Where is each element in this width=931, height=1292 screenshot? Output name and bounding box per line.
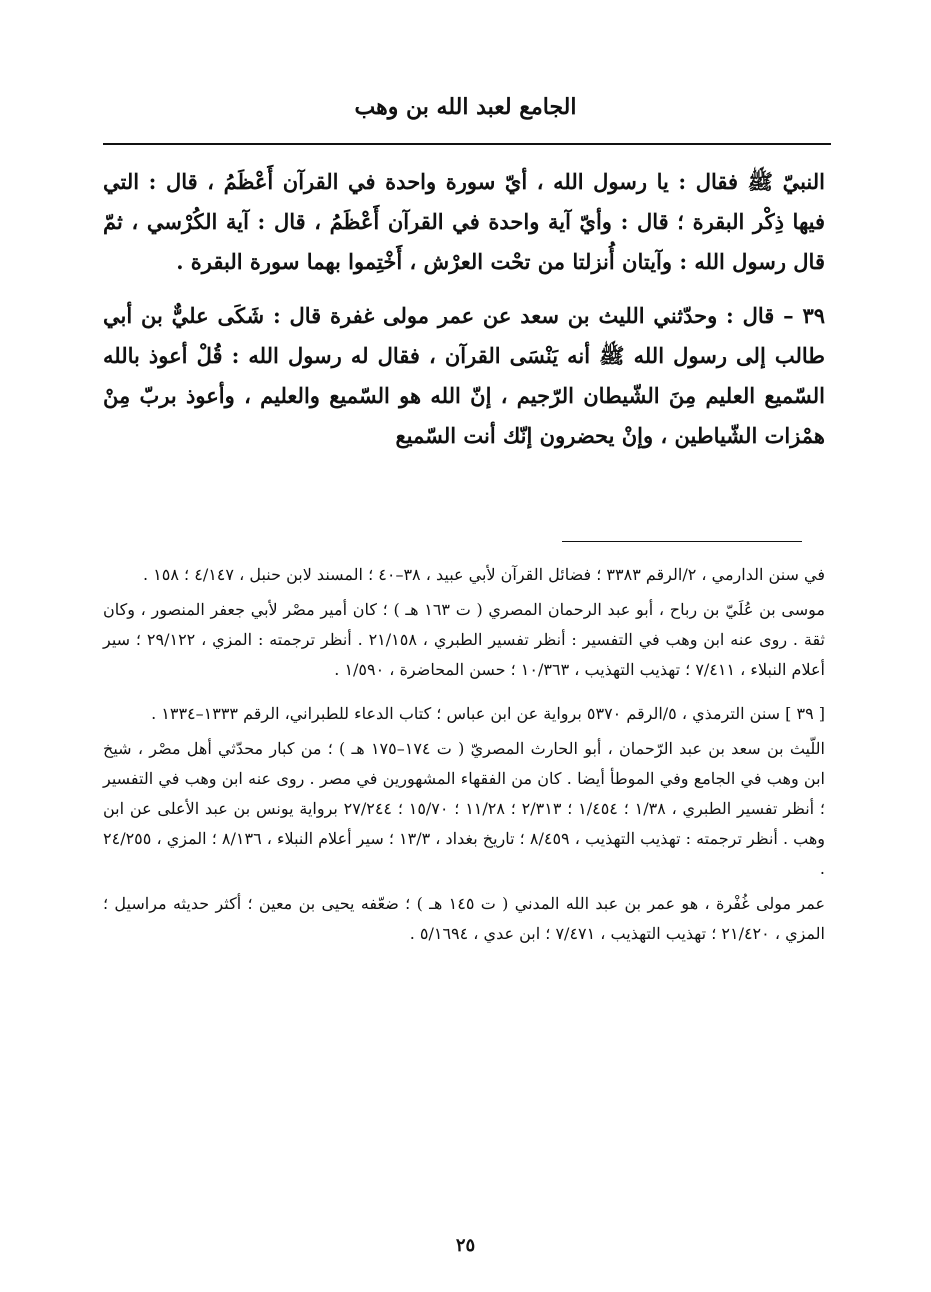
footnote: موسى بن عُلَيّ بن رباح ، أبو عبد الرحمان المصري ( ت ١٦٣ هـ ) ؛ كان أمير مصْر لأبي جعفر المنصور ، وكان ثقة . روى عنه ابن وهب في التفسير : أنظر تفسير الطبري ، ٢١/١٥٨ . أنظر ترجمته : المزي ، ٢٩/١٢٢ ؛ سير أعلام النبلاء ، ٧/٤١١ ؛ تهذيب التهذيب ، ١٠/٣٦٣ ؛ حسن المحاضرة ، ١/٥٩٠ .: [103, 600, 825, 679]
footnote: في سنن الدارمي ، ٢/الرقم ٣٣٨٣ ؛ فضائل القرآن لأبي عبيد ، ٣٨–٤٠ ؛ المسند لابن حنبل ، ٤/١٤٧ ؛ ١٥٨ .: [143, 565, 825, 584]
body-paragraph: ٣٩ – قال : وحدّثني الليث بن سعد عن عمر مولى غفرة قال : شَكَى عليٌّ بن أبي طالب إلى رسول الله ﷺ أنه يَنْسَى القرآن ، فقال له رسول الله : قُلْ أعوذ بالله السّميع العليم مِنَ الشّيطان الرّجيم ، إنّ الله هو السّميع والعليم ، وأعوذ بربّ مِنْ همْزات الشّياطين ، وإنْ يحضرون إنّك أنت السّميع: [103, 303, 825, 448]
running-header-title: الجامع لعبد الله بن وهب: [354, 94, 577, 120]
footnote: [ ٣٩ ] سنن الترمذي ، ٥/الرقم ٥٣٧٠ برواية عن ابن عباس ؛ كتاب الدعاء للطبراني، الرقم ١٣٣٣–١٣٣٤ .: [151, 704, 825, 723]
body-paragraph: النبيّ ﷺ فقال : يا رسول الله ، أيّ سورة واحدة في القرآن أَعْظَمُ ، قال : التي فيها ذِكْر البقرة ؛ قال : وأيّ آية واحدة في القرآن أَعْظَمُ ، قال : آية الكُرْسي ، ثمّ قال رسول الله : وآيتان أُنزلتا من تحْت العرْش ، أَخْتِموا بهما سورة البقرة .: [103, 169, 825, 274]
footnote: اللّيث بن سعد بن عبد الرّحمان ، أبو الحارث المصريّ ( ت ١٧٤–١٧٥ هـ ) ؛ من كبار محدّثي أهل مصْر ، شيخ ابن وهب في الجامع وفي الموطأ أيضا . كان من الفقهاء المشهورين في مصر . روى عنه ابن وهب في التفسير ؛ أنظر تفسير الطبري ، ١/٣٨ ؛ ١/٤٥٤ ؛ ٢/٣١٣ ؛ ١١/٢٨ ؛ ١٥/٧٠ ؛ ٢٧/٢٤٤ برواية يونس بن عبد الأعلى عن ابن وهب . أنظر ترجمته : تهذيب التهذيب ، ٨/٤٥٩ ؛ تاريخ بغداد ، ١٣/٣ ؛ سير أعلام النبلاء ، ٨/١٣٦ ؛ المزي ، ٢٤/٢٥٥ .: [103, 739, 826, 878]
footnote: عمر مولى غُفْرة ، هو عمر بن عبد الله المدني ( ت ١٤٥ هـ ) ؛ ضعّفه يحيى بن معين ؛ أكثر حديثه مراسيل ؛ المزي ، ٢١/٤٢٠ ؛ تهذيب التهذيب ، ٧/٤٧١ ؛ ابن عدي ، ٥/١٦٩٤ .: [103, 894, 826, 943]
page-number: ٢٥: [455, 1235, 476, 1256]
header-divider: [103, 143, 831, 145]
main-text: [103, 162, 825, 456]
footnotes: [103, 560, 825, 954]
footnote-divider: [562, 541, 802, 542]
